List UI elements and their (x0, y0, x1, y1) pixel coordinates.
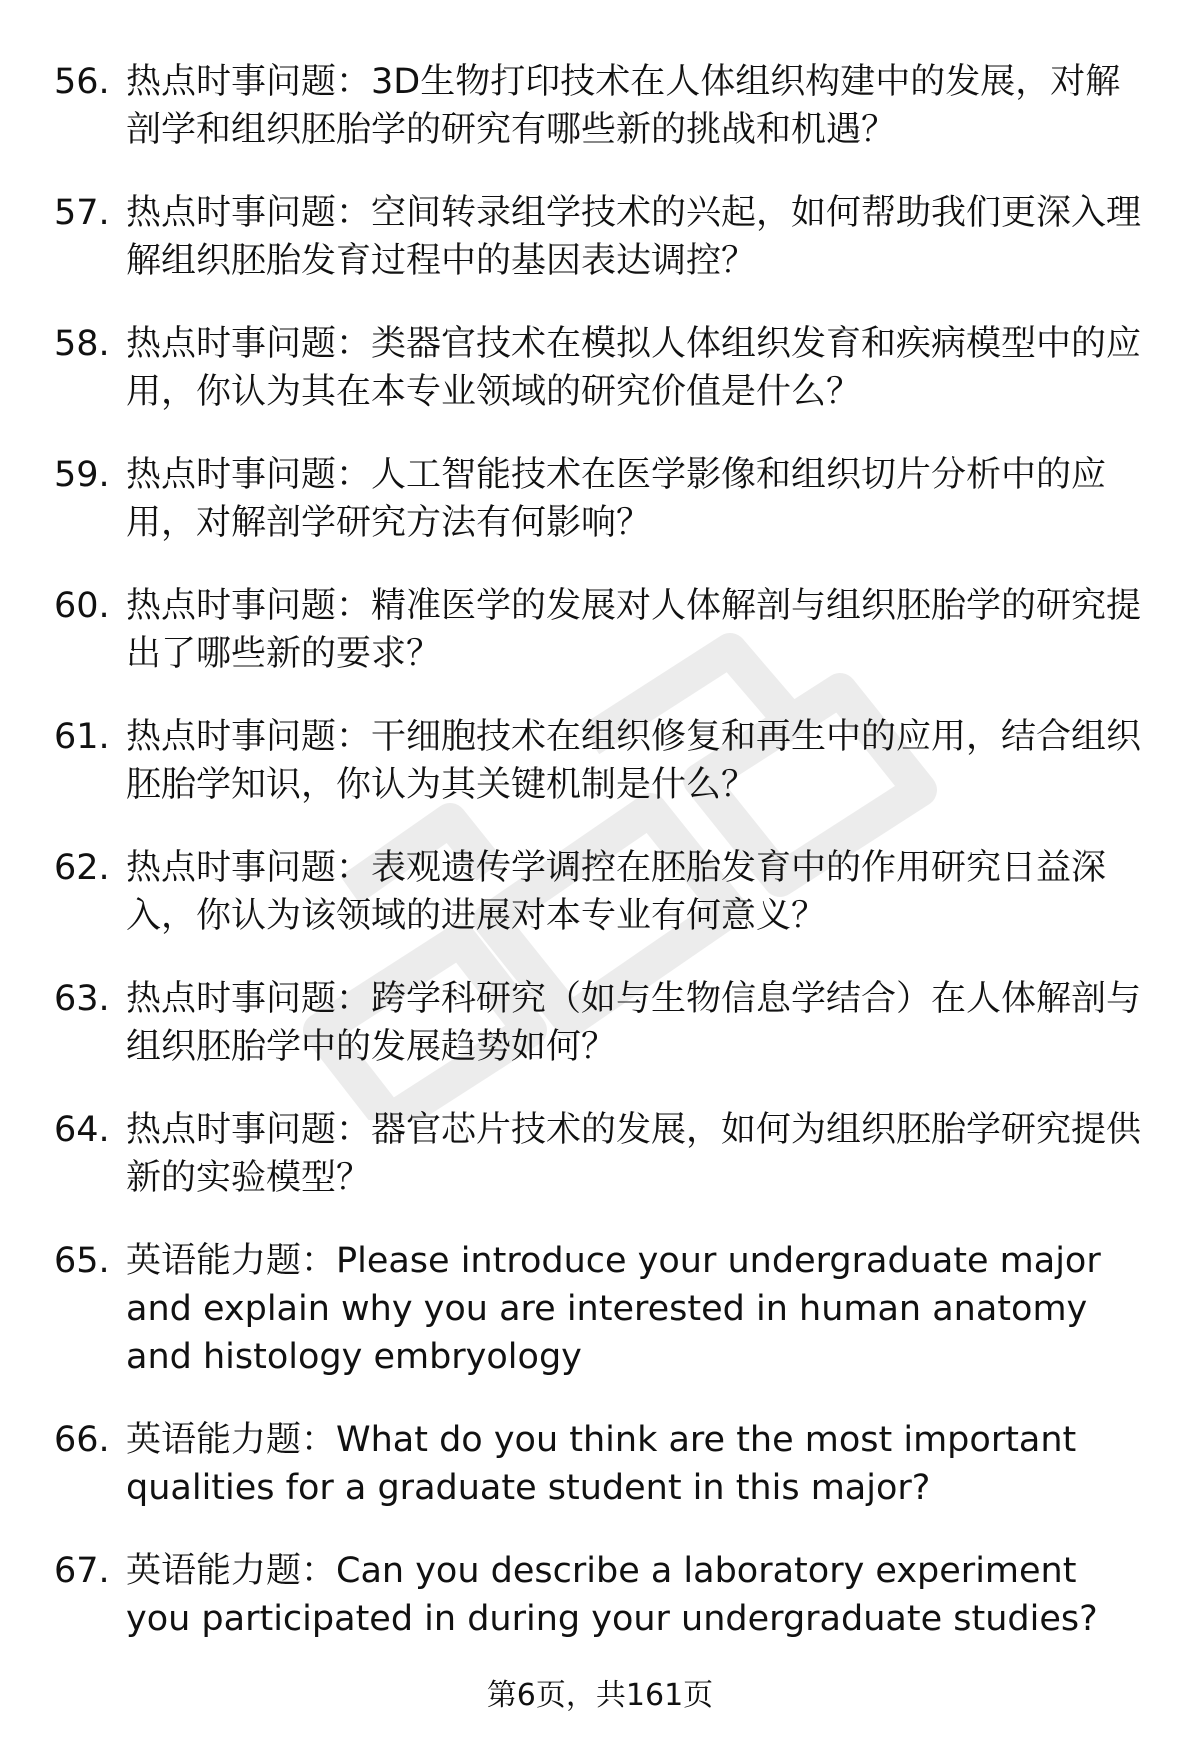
question-number: 59. (54, 455, 110, 495)
list-item (0, 451, 1200, 547)
question-number: 65. (54, 1241, 110, 1281)
question-text: 英语能力题：Can you describe a laboratory experiment you participated in during your undergraduate studies? (126, 1551, 1098, 1639)
question-text: 热点时事问题：人工智能技术在医学影像和组织切片分析中的应用，对解剖学研究方法有何影响？ (126, 455, 1107, 543)
question-list (0, 58, 1200, 1678)
question-number: 58. (54, 324, 110, 364)
list-item (0, 1106, 1200, 1202)
question-text: 热点时事问题：干细胞技术在组织修复和再生中的应用，结合组织胚胎学知识，你认为其关键机制是什么？ (126, 717, 1142, 805)
list-item (0, 58, 1200, 154)
question-text: 热点时事问题：3D生物打印技术在人体组织构建中的发展，对解剖学和组织胚胎学的研究有哪些新的挑战和机遇？ (126, 62, 1121, 150)
list-item (0, 844, 1200, 940)
list-item (0, 582, 1200, 678)
question-text: 热点时事问题：表观遗传学调控在胚胎发育中的作用研究日益深入，你认为该领域的进展对本专业有何意义？ (126, 848, 1107, 936)
question-number: 66. (54, 1420, 110, 1460)
question-number: 57. (54, 193, 110, 233)
list-item (0, 975, 1200, 1071)
question-number: 64. (54, 1110, 110, 1150)
question-number: 62. (54, 848, 110, 888)
list-item (0, 1237, 1200, 1381)
page-footer: 第6页，共161页 (486, 1678, 714, 1713)
question-number: 67. (54, 1551, 110, 1591)
list-item (0, 713, 1200, 809)
question-text: 英语能力题：What do you think are the most important qualities for a graduate student in this major? (126, 1420, 1077, 1508)
list-item (0, 189, 1200, 285)
list-item (0, 320, 1200, 416)
question-number: 61. (54, 717, 110, 757)
question-text: 热点时事问题：精准医学的发展对人体解剖与组织胚胎学的研究提出了哪些新的要求？ (126, 586, 1142, 674)
question-number: 56. (54, 62, 110, 102)
question-number: 63. (54, 979, 110, 1019)
question-text: 热点时事问题：空间转录组学技术的兴起，如何帮助我们更深入理解组织胚胎发育过程中的基因表达调控？ (126, 193, 1142, 281)
question-text: 热点时事问题：类器官技术在模拟人体组织发育和疾病模型中的应用，你认为其在本专业领域的研究价值是什么？ (126, 324, 1142, 412)
list-item (0, 1547, 1200, 1643)
question-text: 热点时事问题：器官芯片技术的发展，如何为组织胚胎学研究提供新的实验模型？ (126, 1110, 1142, 1198)
question-text: 英语能力题：Please introduce your undergraduate major and explain why you are interested in human anatomy and histology embryology (126, 1241, 1101, 1377)
question-text: 热点时事问题：跨学科研究（如与生物信息学结合）在人体解剖与组织胚胎学中的发展趋势如何？ (126, 979, 1142, 1067)
list-item (0, 1416, 1200, 1512)
question-number: 60. (54, 586, 110, 626)
